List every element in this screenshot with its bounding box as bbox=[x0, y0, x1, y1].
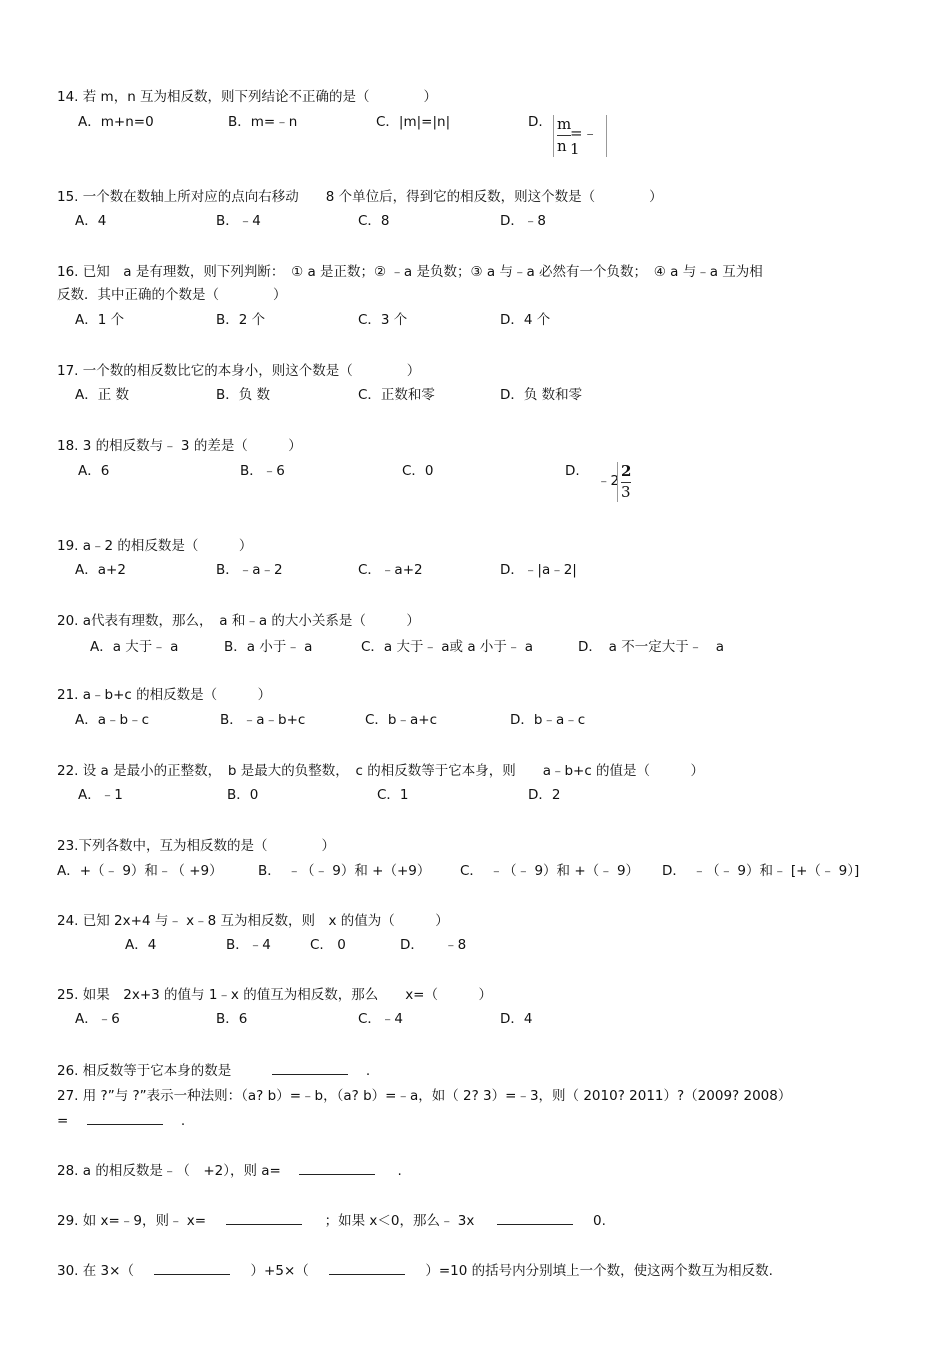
question-26 bbox=[57, 1062, 370, 1080]
question-29-answer-blank-2[interactable] bbox=[497, 1212, 573, 1225]
question-17-option-b: B．负 数 bbox=[216, 387, 271, 403]
question-17-option-a: A．正 数 bbox=[75, 387, 130, 403]
fraction-numerator: 2 bbox=[621, 462, 632, 480]
question-25-option-b: B．6 bbox=[216, 1011, 248, 1027]
question-15-option-b: B．﹣4 bbox=[216, 213, 261, 229]
question-27-stem: 27. 用 ?”与 ?”表示一种法则：（a? b）=﹣b，（a? b）=﹣a，如（ 2? 3）=﹣3，则（ 2010? 2011）?（2009? 2008） bbox=[57, 1088, 792, 1104]
question-22-stem: 22. 设 a 是最小的正整数， b 是最大的负整数， c 的相反数等于它本身，则 a﹣b+c 的值是（ ） bbox=[57, 763, 705, 779]
question-25-stem: 25. 如果 2x+3 的值与 1﹣x 的值互为相反数，那么 x=（ ） bbox=[57, 987, 492, 1003]
question-29-middle: ；如果 x＜0，那么﹣ 3x bbox=[324, 1213, 475, 1229]
question-16-option-a: A．1 个 bbox=[75, 312, 125, 328]
question-24-stem: 24. 已知 2x+4 与﹣ x﹣8 互为相反数，则 x 的值为（ ） bbox=[57, 913, 449, 929]
question-18-option-c: C．0 bbox=[402, 463, 434, 479]
question-18-option-d-fraction bbox=[617, 462, 632, 502]
question-23-option-d: D． ﹣（﹣ 9）和﹣ [+（﹣ 9）] bbox=[662, 863, 860, 879]
question-27-answer-blank[interactable] bbox=[87, 1112, 163, 1125]
question-26-period: . bbox=[365, 1063, 371, 1079]
question-23-stem: 23.下列各数中，互为相反数的是（ ） bbox=[57, 838, 335, 854]
fraction-numerator: m bbox=[557, 115, 572, 133]
question-17-option-d: D．负 数和零 bbox=[500, 387, 583, 403]
question-16-option-d: D．4 个 bbox=[500, 312, 551, 328]
question-18-option-d: D. bbox=[565, 463, 580, 479]
question-15-stem: 15. 一个数在数轴上所对应的点向右移动 8 个单位后，得到它的相反数，则这个数是（ ） bbox=[57, 189, 663, 205]
question-29-prompt: 29. 如 x=﹣9，则﹣ x= bbox=[57, 1213, 207, 1229]
fraction-denominator: n bbox=[557, 137, 567, 155]
question-14-stem: 14. 若 m，n 互为相反数，则下列结论不正确的是（ ） bbox=[57, 89, 438, 105]
question-28-prompt: 28. a 的相反数是﹣（ +2），则 a= bbox=[57, 1163, 281, 1179]
question-21-option-d: D．b﹣a﹣c bbox=[510, 712, 586, 728]
question-27-period: . bbox=[180, 1113, 186, 1129]
question-22-option-a: A．﹣1 bbox=[78, 787, 123, 803]
question-16-stem-line1: 16. 已知 a 是有理数，则下列判断： ① a 是正数；② ﹣a 是负数；③ a 与﹣a 必然有一个负数； ④ a 与﹣a 互为相 bbox=[57, 264, 763, 280]
question-15-option-c: C．8 bbox=[358, 213, 390, 229]
question-18-option-a: A．6 bbox=[78, 463, 110, 479]
question-30-prompt: 30. 在 3×（ bbox=[57, 1263, 134, 1279]
question-20-option-a: A．a 大于﹣ a bbox=[90, 639, 179, 655]
question-27-answer-line bbox=[57, 1112, 185, 1130]
question-14-option-d-fraction bbox=[553, 115, 607, 157]
question-20-option-c: C．a 大于﹣ a或 a 小于﹣ a bbox=[361, 639, 533, 655]
question-18-option-b: B．﹣6 bbox=[240, 463, 285, 479]
question-26-answer-blank[interactable] bbox=[272, 1062, 348, 1075]
fraction-bar bbox=[557, 135, 571, 136]
question-30-middle: ）+5×（ bbox=[250, 1263, 309, 1279]
question-25-option-d: D．4 bbox=[500, 1011, 533, 1027]
question-29 bbox=[57, 1212, 606, 1230]
question-18-stem: 18. 3 的相反数与﹣ 3 的差是（ ） bbox=[57, 438, 302, 454]
question-25-option-c: C．﹣4 bbox=[358, 1011, 404, 1027]
question-20-option-d: D． a 不一定大于﹣ a bbox=[578, 639, 724, 655]
question-24-option-b: B．﹣4 bbox=[226, 937, 271, 953]
question-23-option-a: A．+（﹣ 9）和﹣（ +9） bbox=[57, 863, 223, 879]
question-16-option-b: B．2 个 bbox=[216, 312, 266, 328]
question-26-prompt: 26. 相反数等于它本身的数是 bbox=[57, 1063, 232, 1079]
question-22-option-d: D．2 bbox=[528, 787, 561, 803]
question-30-answer-blank-1[interactable] bbox=[154, 1262, 230, 1275]
question-28-period: . bbox=[397, 1163, 402, 1179]
question-19-option-b: B．﹣a﹣2 bbox=[216, 562, 283, 578]
question-30 bbox=[57, 1262, 773, 1280]
question-14-option-c: C．|m|=|n| bbox=[376, 114, 451, 130]
question-17-stem: 17. 一个数的相反数比它的本身小，则这个数是（ ） bbox=[57, 363, 421, 379]
question-16-option-c: C．3 个 bbox=[358, 312, 408, 328]
question-23-option-b: B． ﹣（﹣ 9）和 +（+9） bbox=[258, 863, 431, 879]
question-23-option-c: C． ﹣（﹣ 9）和 +（﹣ 9） bbox=[460, 863, 640, 879]
question-30-answer-blank-2[interactable] bbox=[329, 1262, 405, 1275]
question-18-option-d-integer: ﹣2 bbox=[597, 473, 620, 489]
question-24-option-a: A．4 bbox=[125, 937, 157, 953]
question-22-option-b: B．0 bbox=[227, 787, 259, 803]
question-14-option-d: D. bbox=[528, 114, 543, 130]
question-21-option-b: B．﹣a﹣b+c bbox=[220, 712, 306, 728]
question-20-stem: 20. a代表有理数，那么， a 和﹣a 的大小关系是（ ） bbox=[57, 613, 420, 629]
question-30-end: ）=10 的括号内分别填上一个数，使这两个数互为相反数. bbox=[425, 1263, 773, 1279]
fraction-rest: =﹣1 bbox=[570, 124, 598, 158]
question-15-option-a: A．4 bbox=[75, 213, 107, 229]
question-21-stem: 21. a﹣b+c 的相反数是（ ） bbox=[57, 687, 272, 703]
question-20-option-b: B．a 小于﹣ a bbox=[224, 639, 313, 655]
question-22-option-c: C．1 bbox=[377, 787, 409, 803]
question-21-option-c: C．b﹣a+c bbox=[365, 712, 438, 728]
question-29-answer-blank-1[interactable] bbox=[226, 1212, 302, 1225]
question-29-end: 0. bbox=[592, 1213, 606, 1229]
question-24-option-c: C. 0 bbox=[310, 937, 346, 953]
fraction-denominator: 3 bbox=[621, 483, 631, 501]
question-15-option-d: D．﹣8 bbox=[500, 213, 546, 229]
question-19-option-a: A．a+2 bbox=[75, 562, 126, 578]
question-27-equals: = bbox=[57, 1113, 69, 1129]
question-19-option-d: D．﹣|a﹣2| bbox=[500, 562, 577, 578]
question-25-option-a: A．﹣6 bbox=[75, 1011, 120, 1027]
question-19-option-c: C．﹣a+2 bbox=[358, 562, 423, 578]
question-28-answer-blank[interactable] bbox=[299, 1162, 375, 1175]
question-28 bbox=[57, 1162, 402, 1180]
question-14-option-b: B．m=﹣n bbox=[228, 114, 298, 130]
question-21-option-a: A．a﹣b﹣c bbox=[75, 712, 149, 728]
question-17-option-c: C．正数和零 bbox=[358, 387, 435, 403]
question-16-stem-line2: 反数．其中正确的个数是（ ） bbox=[57, 287, 287, 303]
question-24-option-d: D． ﹣8 bbox=[400, 937, 467, 953]
question-19-stem: 19. a﹣2 的相反数是（ ） bbox=[57, 538, 253, 554]
question-14-option-a: A．m+n=0 bbox=[78, 114, 154, 130]
